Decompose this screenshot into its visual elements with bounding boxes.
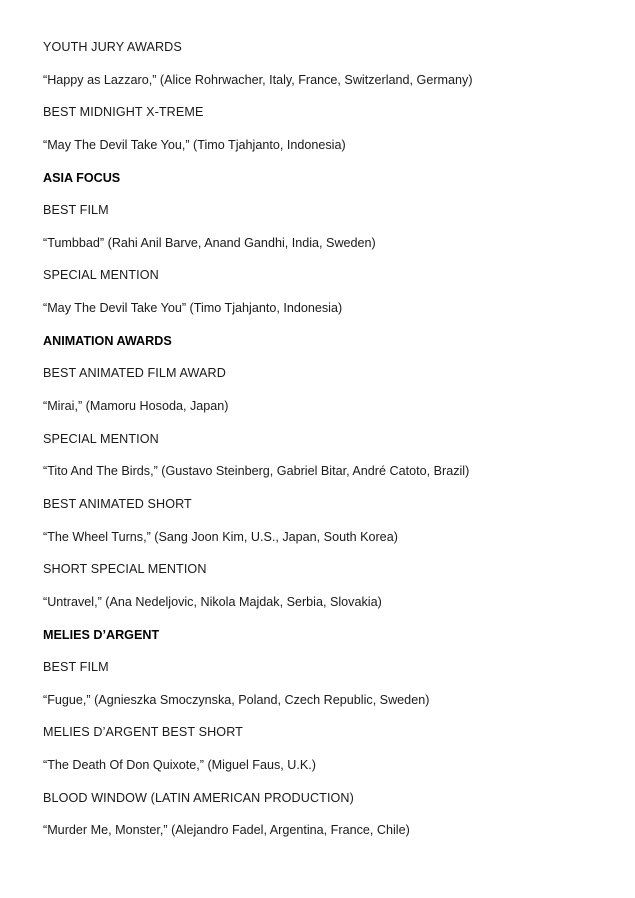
award-category: SHORT SPECIAL MENTION bbox=[43, 562, 207, 577]
award-winner: “Mirai,” (Mamoru Hosoda, Japan) bbox=[43, 399, 229, 414]
award-category: BEST ANIMATED FILM AWARD bbox=[43, 366, 226, 381]
award-category: BLOOD WINDOW (LATIN AMERICAN PRODUCTION) bbox=[43, 790, 354, 805]
award-winner: “Happy as Lazzaro,” (Alice Rohrwacher, Italy, France, Switzerland, Germany) bbox=[43, 72, 473, 87]
award-category: SPECIAL MENTION bbox=[43, 268, 159, 283]
award-category: BEST ANIMATED SHORT bbox=[43, 496, 192, 511]
awards-list bbox=[43, 31, 625, 847]
award-winner: “Tumbbad” (Rahi Anil Barve, Anand Gandhi, India, Sweden) bbox=[43, 235, 376, 250]
section-heading: MELIES D’ARGENT bbox=[43, 627, 160, 642]
section-heading: ANIMATION AWARDS bbox=[43, 333, 172, 348]
award-category: BEST FILM bbox=[43, 660, 109, 675]
award-winner: “May The Devil Take You” (Timo Tjahjanto, Indonesia) bbox=[43, 301, 343, 316]
award-category: MELIES D’ARGENT BEST SHORT bbox=[43, 725, 243, 740]
award-winner: “May The Devil Take You,” (Timo Tjahjanto, Indonesia) bbox=[43, 137, 346, 152]
award-winner: “Untravel,” (Ana Nedeljovic, Nikola Majdak, Serbia, Slovakia) bbox=[43, 594, 382, 609]
award-category: BEST FILM bbox=[43, 203, 109, 218]
section-heading: ASIA FOCUS bbox=[43, 170, 121, 185]
award-winner: “Murder Me, Monster,” (Alejandro Fadel, Argentina, France, Chile) bbox=[43, 823, 410, 838]
award-category: BEST MIDNIGHT X-TREME bbox=[43, 105, 204, 120]
award-category: YOUTH JURY AWARDS bbox=[43, 40, 182, 54]
award-winner: “Fugue,” (Agnieszka Smoczynska, Poland, Czech Republic, Sweden) bbox=[43, 692, 430, 707]
award-winner: “The Wheel Turns,” (Sang Joon Kim, U.S., Japan, South Korea) bbox=[43, 529, 398, 544]
award-category: SPECIAL MENTION bbox=[43, 431, 159, 446]
award-winner: “Tito And The Birds,” (Gustavo Steinberg, Gabriel Bitar, André Catoto, Brazil) bbox=[43, 464, 470, 479]
award-winner: “The Death Of Don Quixote,” (Miguel Faus, U.K.) bbox=[43, 758, 316, 773]
